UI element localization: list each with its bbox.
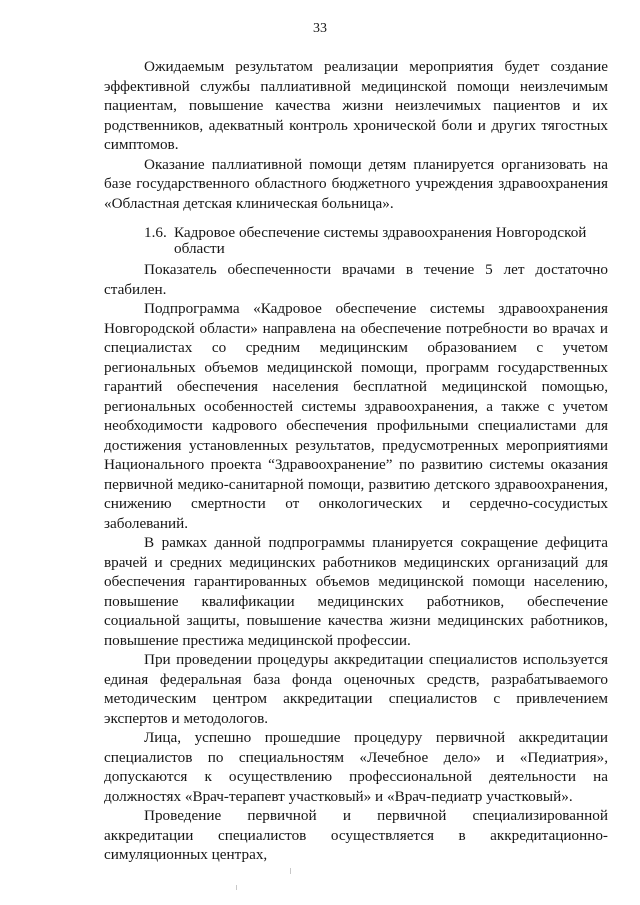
- paragraph-simulation-centers: Проведение первичной и первичной специализированной аккредитации специалистов осуществляется в аккредитационно-симуляционных центрах,: [104, 807, 608, 863]
- section-title-line1: Кадровое обеспечение системы здравоохранения Новгородской: [174, 224, 587, 241]
- page-number: 33: [313, 21, 327, 36]
- paragraph-accreditation-procedure: При проведении процедуры аккредитации специалистов используется единая федеральная база фонда оценочных средств, разрабатываемого методическим центром аккредитации специалистов с привлечением экспертов и методологов.: [104, 651, 608, 727]
- scan-mark: [236, 885, 237, 890]
- paragraph-primary-accreditation: Лица, успешно прошедшие процедуру первичной аккредитации специалистов по специальностям «Лечебное дело» и «Педиатрия», допускаются к осуществлению профессиональной деятельности на должностях «Врач-терапевт участковый» и «Врач-педиатр участковый».: [104, 729, 608, 805]
- section-title: [174, 225, 608, 256]
- section-heading: [104, 225, 608, 256]
- section-number: 1.6.: [144, 224, 167, 241]
- paragraph-expected-result: Ожидаемым результатом реализации мероприятия будет создание эффективной службы паллиативной медицинской помощи неизлечимым пациентам, повышение качества жизни неизлечимых пациентов и их родственников, адекватный контроль хронической боли и других тягостных симптомов.: [104, 58, 608, 153]
- paragraph-deficit-reduction: В рамках данной подпрограммы планируется сокращение дефицита врачей и средних медицинских работников медицинских организаций для обеспечения гарантированных объемов медицинской помощи населению, повышение квалификации медицинских работников, обеспечение социальной защиты, повышение качества жизни медицинских работников, повышение престижа медицинской профессии.: [104, 534, 608, 649]
- scan-mark: [290, 868, 291, 874]
- paragraph-pediatric-palliative: Оказание паллиативной помощи детям планируется организовать на базе государственного областного бюджетного учреждения здравоохранения «Областная детская клиническая больница».: [104, 155, 608, 212]
- section-title-line2: области: [174, 239, 225, 257]
- document-body: [104, 57, 608, 865]
- paragraph-subprogram: Подпрограмма «Кадровое обеспечение системы здравоохранения Новгородской области» направлена на обеспечение потребности во врачах и специалистах со средним медицинским образованием с учетом региональных объемов медицинской помощи, программ государственных гарантий обеспечения населения бесплатной медицинской помощью, региональных особенностей системы здравоохранения, а также с учетом необходимости кадрового обеспечения профильными специалистами для достижения установленных результатов, предусмотренных мероприятиями Национального проекта “Здравоохранение” по развитию системы оказания первичной медико-санитарной помощи, развитию детского здравоохранения, снижению смертности от онкологических и сердечно-сосудистых заболеваний.: [104, 300, 608, 532]
- paragraph-doctor-availability: Показатель обеспеченности врачами в течение 5 лет достаточно стабилен.: [104, 261, 608, 298]
